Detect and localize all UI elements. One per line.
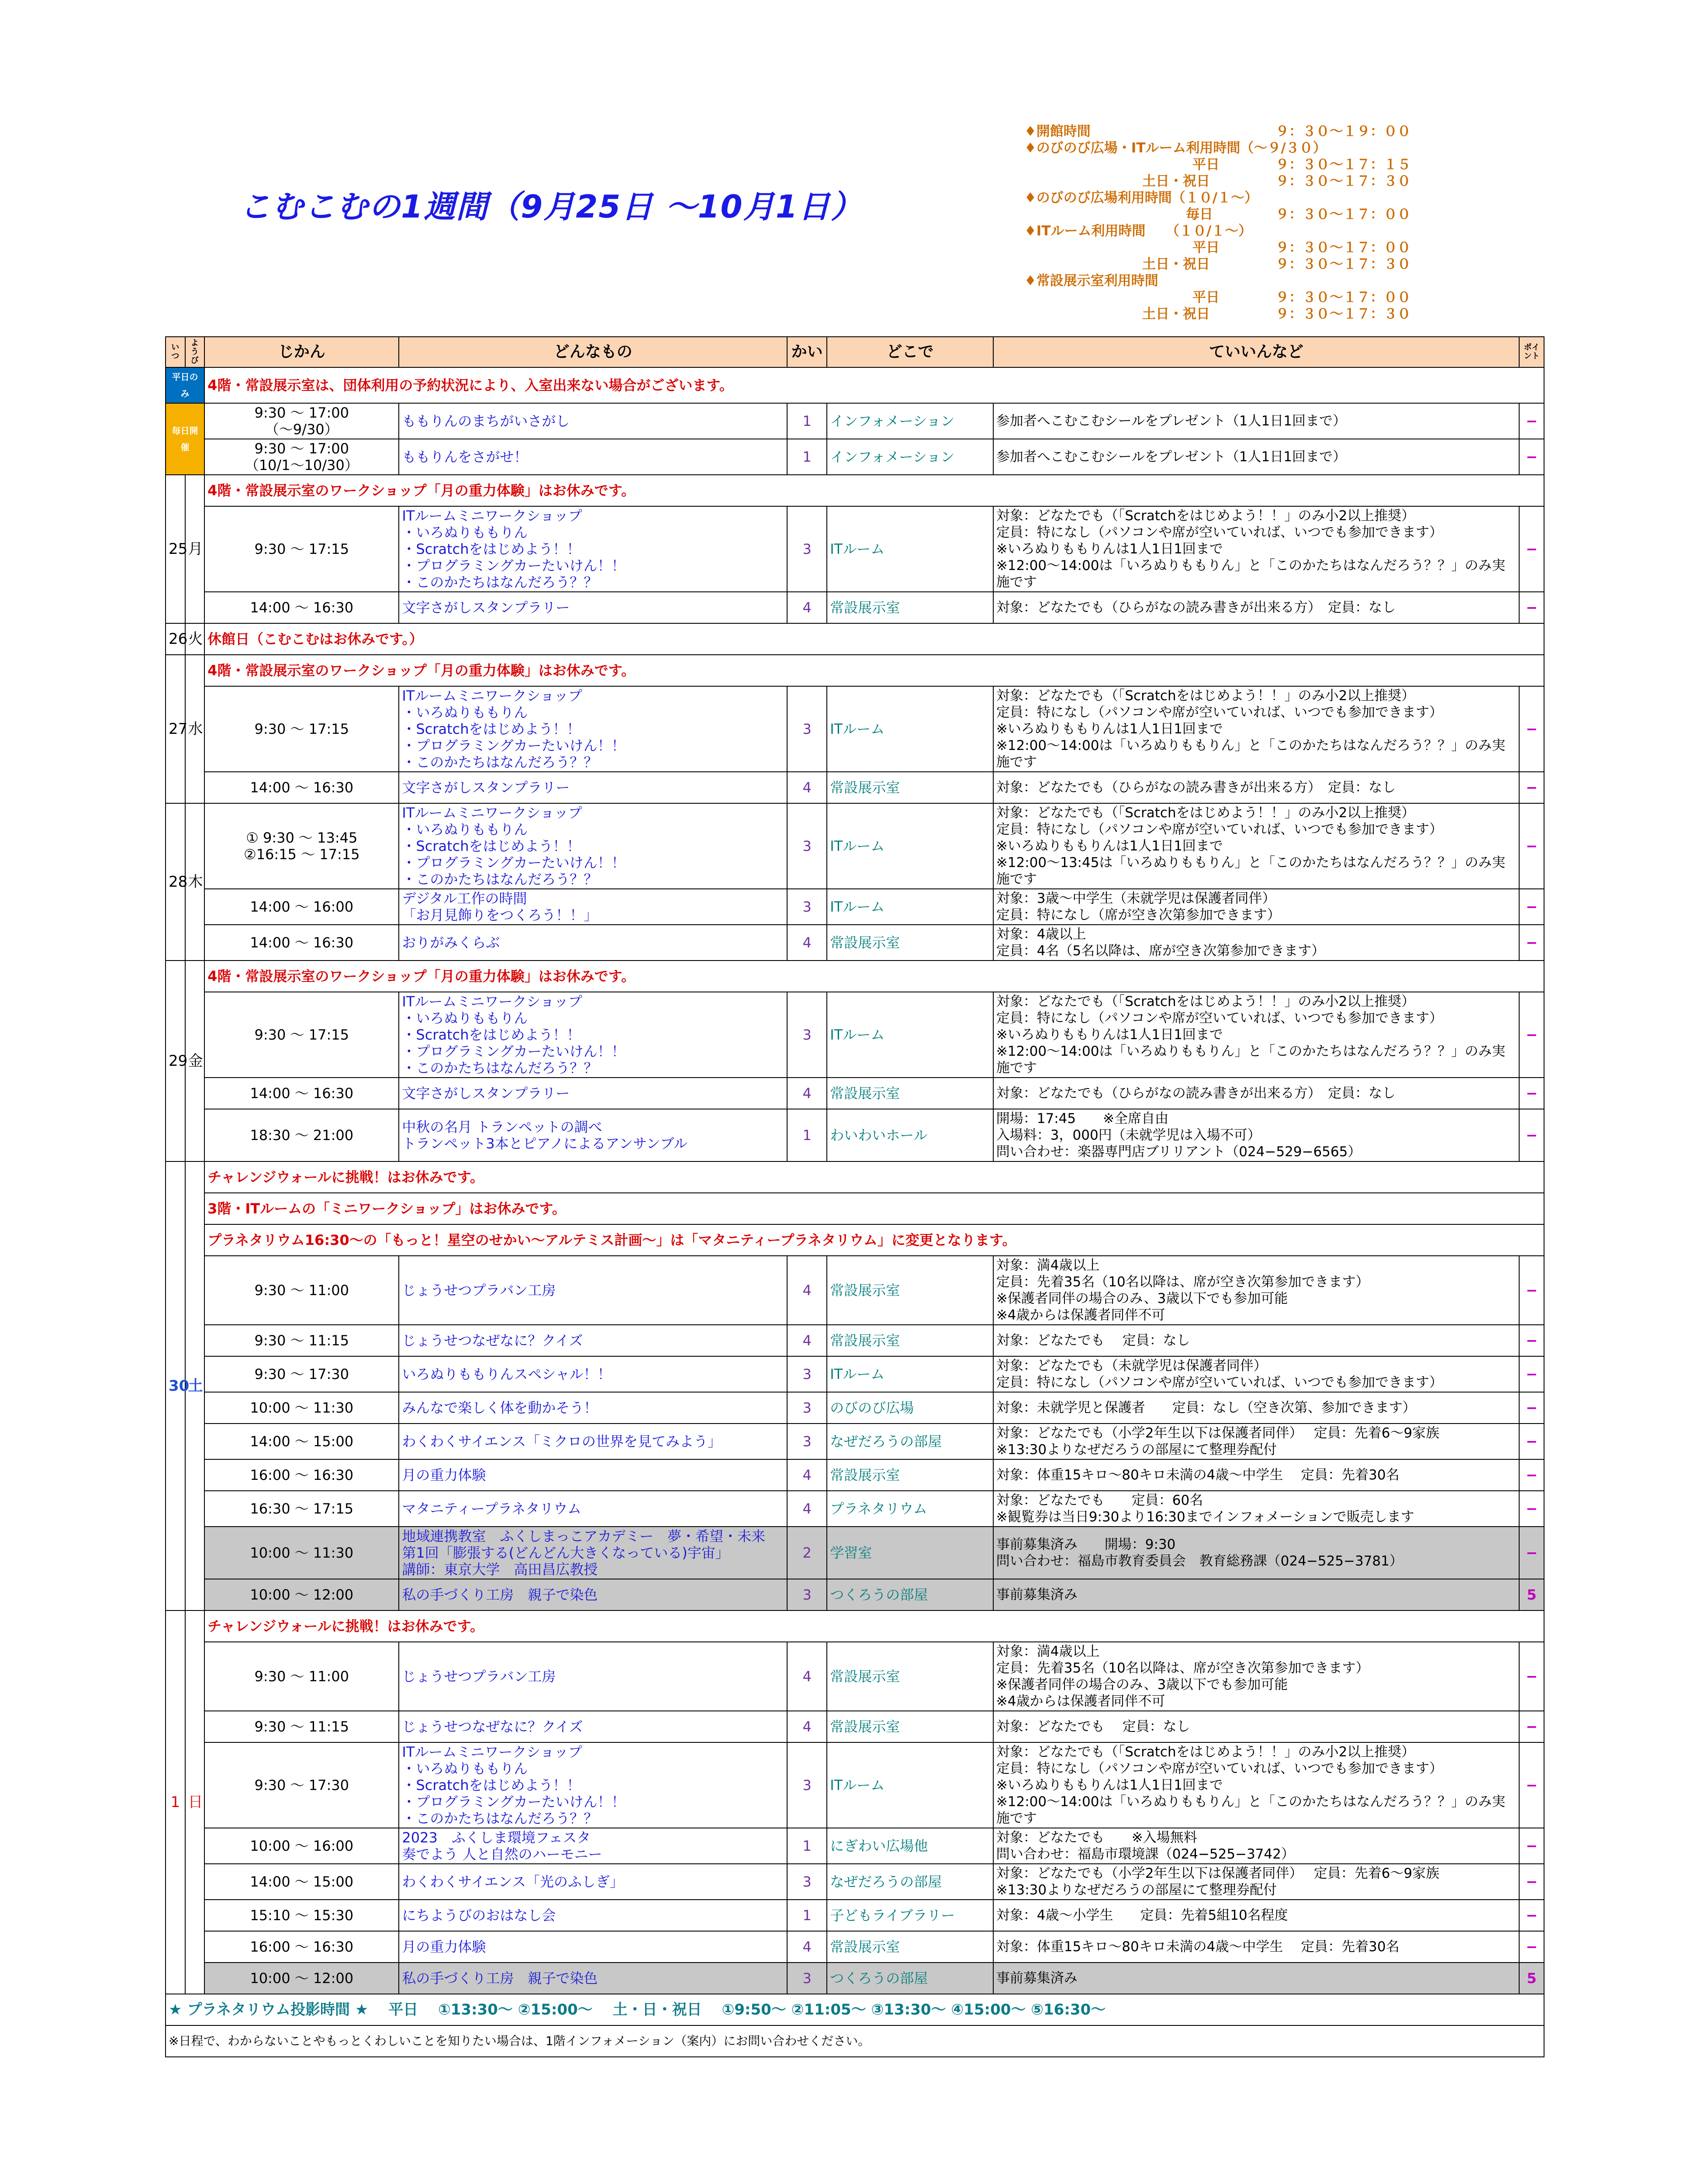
event-time: 10:00 〜 12:00	[204, 1579, 399, 1610]
event-place: 常設展示室	[827, 925, 993, 961]
event-time: 10:00 〜 12:00	[204, 1963, 399, 1994]
notice-text: 休館日（こむこむはお休みです。）	[204, 623, 1544, 655]
day-date: 28	[166, 803, 185, 961]
event-time: 15:10 〜 15:30	[204, 1900, 399, 1931]
day-weekday: 火	[185, 623, 205, 655]
event-info: 対象：どなたでも（ひらがなの読み書きが出来る方） 定員：なし	[993, 592, 1520, 623]
event-time: 9:30 〜 11:00	[204, 1256, 399, 1325]
event-point: −	[1519, 1356, 1544, 1392]
event-point: −	[1519, 1742, 1544, 1828]
event-title: 文字さがしスタンプラリー	[399, 1078, 787, 1109]
event-info: 対象：未就学児と保護者 定員：なし（空き次第、参加できます）	[993, 1392, 1520, 1424]
event-floor: 4	[787, 1642, 827, 1711]
event-title: わくわくサイエンス「光のふしぎ」	[399, 1864, 787, 1900]
event-info: 事前募集済み	[993, 1963, 1520, 1994]
table-row	[166, 1711, 1544, 1742]
event-info: 参加者へこむこむシールをプレゼント（1人1日1回まで）	[993, 403, 1520, 439]
event-floor: 3	[787, 1864, 827, 1900]
event-point: −	[1519, 686, 1544, 772]
event-info: 対象：満4歳以上 定員：先着35名（10名以降は、席が空き次第参加できます） ※保護者同伴の場合のみ、3歳以下でも参加可能 ※4歳からは保護者同伴不可	[993, 1256, 1520, 1325]
event-floor: 3	[787, 1424, 827, 1459]
event-place: ITルーム	[827, 992, 993, 1078]
table-row	[166, 1424, 1544, 1459]
table-row	[166, 1109, 1544, 1161]
event-time: 14:00 〜 16:30	[204, 1078, 399, 1109]
event-point: −	[1519, 1392, 1544, 1424]
event-title: ITルームミニワークショップ ・いろぬりももりん ・Scratchをはじめよう！！ ・プログラミングカーたいけん！！ ・このかたちはなんだろう？？	[399, 992, 787, 1078]
event-place: インフォメーション	[827, 439, 993, 475]
event-point: −	[1519, 1325, 1544, 1356]
table-row	[166, 592, 1544, 623]
day-weekday: 月	[185, 475, 205, 623]
event-floor: 3	[787, 1742, 827, 1828]
event-time: 14:00 〜 16:00	[204, 889, 399, 925]
event-point: −	[1519, 1078, 1544, 1109]
event-floor: 3	[787, 992, 827, 1078]
event-place: ITルーム	[827, 686, 993, 772]
event-title: じょうせつなぜなに？クイズ	[399, 1711, 787, 1742]
event-title: 2023 ふくしま環境フェスタ 奏でよう 人と自然のハーモニー	[399, 1828, 787, 1864]
event-point: −	[1519, 1109, 1544, 1161]
opening-hours	[1024, 123, 1461, 322]
event-point: −	[1519, 1900, 1544, 1931]
event-info: 対象：どなたでも（未就学児は保護者同伴） 定員：特になし（パソコンや席が空いていれば、いつでも参加できます）	[993, 1356, 1520, 1392]
footer-row	[166, 2025, 1544, 2057]
event-title: ITルームミニワークショップ ・いろぬりももりん ・Scratchをはじめよう！！ ・プログラミングカーたいけん！！ ・このかたちはなんだろう？？	[399, 506, 787, 592]
event-info: 対象：どなたでも（小学2年生以下は保護者同伴） 定員：先着6〜9家族 ※13:30よりなぜだろうの部屋にて整理券配付	[993, 1424, 1520, 1459]
event-point: −	[1519, 1491, 1544, 1527]
notice-text: 4階・常設展示室のワークショップ「月の重力体験」はお休みです。	[204, 475, 1544, 506]
event-floor: 4	[787, 1256, 827, 1325]
event-point: −	[1519, 439, 1544, 475]
event-time: 14:00 〜 16:30	[204, 772, 399, 803]
hours-line	[1024, 273, 1461, 289]
hours-label: ♦開館時間	[1024, 124, 1091, 139]
table-row	[166, 1491, 1544, 1527]
table-row	[166, 1828, 1544, 1864]
hours-value: ９：３０〜１７：００	[1275, 290, 1411, 305]
hours-label: ♦ITルーム利用時間 （１０/１〜）	[1024, 223, 1252, 239]
event-time: 16:30 〜 17:15	[204, 1491, 399, 1527]
header-youbi: ようび	[185, 337, 205, 367]
event-info: 対象：3歳〜中学生（未就学児は保護者同伴） 定員：特になし（席が空き次第参加できます）	[993, 889, 1520, 925]
event-point: −	[1519, 803, 1544, 889]
notice-row	[166, 1224, 1544, 1256]
event-title: 月の重力体験	[399, 1459, 787, 1491]
event-time: 16:00 〜 16:30	[204, 1459, 399, 1491]
notice-text: チャレンジウォールに挑戦！はお休みです。	[204, 1161, 1544, 1193]
header-jikan: じかん	[204, 337, 399, 367]
day-date: 30	[166, 1161, 185, 1610]
event-place: なぜだろうの部屋	[827, 1864, 993, 1900]
event-place: ITルーム	[827, 506, 993, 592]
event-info: 対象：どなたでも 定員：なし	[993, 1711, 1520, 1742]
hours-line	[1024, 289, 1461, 306]
event-info: 対象：体重15キロ〜80キロ未満の4歳〜中学生 定員：先着30名	[993, 1459, 1520, 1491]
event-place: インフォメーション	[827, 403, 993, 439]
table-row	[166, 439, 1544, 475]
event-place: 常設展示室	[827, 1256, 993, 1325]
event-time: 14:00 〜 16:30	[204, 592, 399, 623]
event-time: 9:30 〜 17:00 （〜9/30）	[204, 403, 399, 439]
event-time: 9:30 〜 17:30	[204, 1356, 399, 1392]
event-place: ITルーム	[827, 803, 993, 889]
event-info: 対象：4歳以上 定員：4名（5名以降は、席が空き次第参加できます）	[993, 925, 1520, 961]
event-place: ITルーム	[827, 889, 993, 925]
event-floor: 4	[787, 1931, 827, 1963]
notice-row	[166, 961, 1544, 992]
hours-value: ９：３０〜１７：００	[1275, 240, 1411, 256]
event-point: −	[1519, 592, 1544, 623]
table-row	[166, 1900, 1544, 1931]
event-time: 9:30 〜 11:15	[204, 1325, 399, 1356]
event-place: にぎわい広場他	[827, 1828, 993, 1864]
table-row	[166, 925, 1544, 961]
hours-value: ９：３０〜１７：１５	[1275, 157, 1411, 173]
table-row	[166, 1527, 1544, 1579]
day-weekday: 金	[185, 961, 205, 1161]
notice-row	[166, 623, 1544, 655]
event-floor: 1	[787, 439, 827, 475]
daily-label: 毎日開催	[166, 403, 204, 475]
event-floor: 4	[787, 1078, 827, 1109]
table-row	[166, 1579, 1544, 1610]
event-floor: 4	[787, 1491, 827, 1527]
hours-label: ♦のびのび広場・ITルーム利用時間（〜９/３０）	[1024, 140, 1327, 156]
event-floor: 3	[787, 1579, 827, 1610]
event-info: 対象：どなたでも 定員：なし	[993, 1325, 1520, 1356]
event-point: −	[1519, 1828, 1544, 1864]
event-title: じょうせつプラバン工房	[399, 1642, 787, 1711]
footer-note: ※日程で、わからないことやもっとくわしいことを知りたい場合は、1階インフォメーション（案内）にお問い合わせください。	[166, 2025, 1544, 2057]
event-place: 学習室	[827, 1527, 993, 1579]
day-date: 26	[166, 623, 185, 655]
event-floor: 3	[787, 506, 827, 592]
hours-line	[1024, 123, 1461, 140]
event-floor: 3	[787, 803, 827, 889]
event-info: 対象：満4歳以上 定員：先着35名（10名以降は、席が空き次第参加できます） ※保護者同伴の場合のみ、3歳以下でも参加可能 ※4歳からは保護者同伴不可	[993, 1642, 1520, 1711]
event-floor: 3	[787, 889, 827, 925]
event-floor: 4	[787, 1711, 827, 1742]
hours-line	[1024, 190, 1461, 206]
notice-text: プラネタリウム16:30〜の「もっと！星空のせかい〜アルテミス計画〜」は「マタニティープラネタリウム」に変更となります。	[204, 1224, 1544, 1256]
event-time: 9:30 〜 17:00 （10/1〜10/30）	[204, 439, 399, 475]
hours-label: ♦のびのび広場利用時間（１０/１〜）	[1024, 190, 1258, 206]
event-title: いろぬりももりんスペシャル！！	[399, 1356, 787, 1392]
header-point: ポイント	[1519, 337, 1544, 367]
event-time: 18:30 〜 21:00	[204, 1109, 399, 1161]
planetarium-times: ★ プラネタリウム投影時間 ★ 平日 ①13:30〜 ②15:00〜 土・日・祝日 ①9:50〜 ②11:05〜 ③13:30〜 ④15:00〜 ⑤16:30〜	[166, 1994, 1544, 2025]
day-weekday: 水	[185, 655, 205, 803]
header-teiin: ていいんなど	[993, 337, 1520, 367]
header-dokode: どこで	[827, 337, 993, 367]
day-date: 25	[166, 475, 185, 623]
event-point: 5	[1519, 1579, 1544, 1610]
event-title: ITルームミニワークショップ ・いろぬりももりん ・Scratchをはじめよう！！ ・プログラミングカーたいけん！！ ・このかたちはなんだろう？？	[399, 1742, 787, 1828]
event-place: わいわいホール	[827, 1109, 993, 1161]
event-time: 14:00 〜 16:30	[204, 925, 399, 961]
event-point: −	[1519, 772, 1544, 803]
event-floor: 3	[787, 1356, 827, 1392]
event-floor: 4	[787, 925, 827, 961]
event-title: ももりんのまちがいさがし	[399, 403, 787, 439]
event-point: −	[1519, 1256, 1544, 1325]
header-donna: どんなもの	[399, 337, 787, 367]
notice-text: チャレンジウォールに挑戦！はお休みです。	[204, 1610, 1544, 1642]
event-info: 対象：どなたでも ※入場無料 問い合わせ：福島市環境課（024−525−3742）	[993, 1828, 1520, 1864]
notice-text: 4階・常設展示室は、団体利用の予約状況により、入室出来ない場合がございます。	[204, 367, 1544, 403]
event-place: ITルーム	[827, 1356, 993, 1392]
notice-text: 3階・ITルームの「ミニワークショップ」はお休みです。	[204, 1193, 1544, 1224]
table-row	[166, 889, 1544, 925]
event-info: 対象：体重15キロ〜80キロ未満の4歳〜中学生 定員：先着30名	[993, 1931, 1520, 1963]
event-time: 9:30 〜 17:15	[204, 506, 399, 592]
table-row	[166, 1642, 1544, 1711]
event-floor: 1	[787, 403, 827, 439]
table-row	[166, 506, 1544, 592]
event-title: ITルームミニワークショップ ・いろぬりももりん ・Scratchをはじめよう！！ ・プログラミングカーたいけん！！ ・このかたちはなんだろう？？	[399, 686, 787, 772]
notice-row	[166, 655, 1544, 686]
event-point: −	[1519, 1711, 1544, 1742]
event-title: わくわくサイエンス「ミクロの世界を見てみよう」	[399, 1424, 787, 1459]
event-time: ① 9:30 〜 13:45 ②16:15 〜 17:15	[204, 803, 399, 889]
hours-line	[1024, 256, 1461, 273]
table-header	[166, 337, 1544, 367]
event-point: 5	[1519, 1963, 1544, 1994]
event-point: −	[1519, 1864, 1544, 1900]
weekday-notice-row	[166, 367, 1544, 403]
event-place: プラネタリウム	[827, 1491, 993, 1527]
event-info: 対象：どなたでも（「Scratchをはじめよう！！」のみ小2以上推奨） 定員：特になし（パソコンや席が空いていれば、いつでも参加できます） ※いろぬりももりんは1人1日1回まで ※12:00〜13:45は「いろぬりももりん」と「このかたちはなんだろう？？」のみ実施です	[993, 803, 1520, 889]
event-info: 対象：どなたでも（ひらがなの読み書きが出来る方） 定員：なし	[993, 1078, 1520, 1109]
table-row	[166, 1742, 1544, 1828]
event-time: 16:00 〜 16:30	[204, 1931, 399, 1963]
table-row	[166, 772, 1544, 803]
hours-line	[1024, 156, 1461, 173]
event-place: ITルーム	[827, 1742, 993, 1828]
event-time: 9:30 〜 11:15	[204, 1711, 399, 1742]
event-title: じょうせつプラバン工房	[399, 1256, 787, 1325]
table-row	[166, 1459, 1544, 1491]
event-floor: 4	[787, 772, 827, 803]
notice-row	[166, 1610, 1544, 1642]
notice-text: 4階・常設展示室のワークショップ「月の重力体験」はお休みです。	[204, 655, 1544, 686]
hours-value: ９：３０〜１９：００	[1275, 124, 1411, 139]
event-point: −	[1519, 403, 1544, 439]
event-title: ももりんをさがせ！	[399, 439, 787, 475]
event-time: 10:00 〜 11:30	[204, 1392, 399, 1424]
event-title: デジタル工作の時間 「お月見飾りをつくろう！！」	[399, 889, 787, 925]
event-place: なぜだろうの部屋	[827, 1424, 993, 1459]
table-row	[166, 1864, 1544, 1900]
event-info: 対象：どなたでも（「Scratchをはじめよう！！」のみ小2以上推奨） 定員：特になし（パソコンや席が空いていれば、いつでも参加できます） ※いろぬりももりんは1人1日1回まで ※12:00〜14:00は「いろぬりももりん」と「このかたちはなんだろう？？」のみ実施です	[993, 1742, 1520, 1828]
event-floor: 1	[787, 1900, 827, 1931]
table-row	[166, 803, 1544, 889]
event-floor: 4	[787, 1459, 827, 1491]
table-row	[166, 403, 1544, 439]
event-place: 常設展示室	[827, 1642, 993, 1711]
hours-label: 土日・祝日	[1142, 173, 1210, 189]
event-info: 事前募集済み 開場：9:30 問い合わせ：福島市教育委員会 教育総務課（024−525−3781）	[993, 1527, 1520, 1579]
table-row	[166, 1963, 1544, 1994]
hours-label: 平日	[1192, 290, 1220, 305]
event-title: 私の手づくり工房 親子で染色	[399, 1963, 787, 1994]
event-place: 常設展示室	[827, 592, 993, 623]
event-floor: 4	[787, 1325, 827, 1356]
event-time: 14:00 〜 15:00	[204, 1864, 399, 1900]
event-title: 私の手づくり工房 親子で染色	[399, 1579, 787, 1610]
planetarium-row	[166, 1994, 1544, 2025]
event-time: 10:00 〜 16:00	[204, 1828, 399, 1864]
event-floor: 3	[787, 1963, 827, 1994]
event-title: 文字さがしスタンプラリー	[399, 772, 787, 803]
day-date: 29	[166, 961, 185, 1161]
notice-text: 4階・常設展示室のワークショップ「月の重力体験」はお休みです。	[204, 961, 1544, 992]
event-floor: 2	[787, 1527, 827, 1579]
event-info: 対象：どなたでも（「Scratchをはじめよう！！」のみ小2以上推奨） 定員：特になし（パソコンや席が空いていれば、いつでも参加できます） ※いろぬりももりんは1人1日1回まで ※12:00〜14:00は「いろぬりももりん」と「このかたちはなんだろう？？」のみ実施です	[993, 992, 1520, 1078]
hours-line	[1024, 206, 1461, 223]
event-time: 9:30 〜 11:00	[204, 1642, 399, 1711]
event-info: 開場：17:45 ※全席自由 入場料：3，000円（未就学児は入場不可） 問い合わせ：楽器専門店ブリリアント（024−529−6565）	[993, 1109, 1520, 1161]
hours-line	[1024, 306, 1461, 322]
event-title: 地域連携教室 ふくしまっこアカデミー 夢・希望・未来 第1回「膨張する(どんどん大きくなっている)宇宙」 講師：東京大学 高田昌広教授	[399, 1527, 787, 1579]
event-info: 事前募集済み	[993, 1579, 1520, 1610]
table-row	[166, 1392, 1544, 1424]
event-title: 中秋の名月 トランペットの調べ トランペット3本とピアノによるアンサンブル	[399, 1109, 787, 1161]
hours-label: 平日	[1192, 157, 1220, 173]
table-row	[166, 992, 1544, 1078]
event-floor: 1	[787, 1109, 827, 1161]
event-title: みんなで楽しく体を動かそう！	[399, 1392, 787, 1424]
event-point: −	[1519, 1459, 1544, 1491]
hours-label: 土日・祝日	[1142, 306, 1210, 322]
event-title: マタニティープラネタリウム	[399, 1491, 787, 1527]
table-row	[166, 1356, 1544, 1392]
event-title: じょうせつなぜなに？クイズ	[399, 1325, 787, 1356]
hours-value: ９：３０〜１７：３０	[1275, 256, 1411, 272]
hours-value: ９：３０〜１７：００	[1275, 207, 1411, 222]
event-place: 常設展示室	[827, 1325, 993, 1356]
day-date: 27	[166, 655, 185, 803]
event-point: −	[1519, 1424, 1544, 1459]
hours-label: 平日	[1192, 240, 1220, 256]
event-title: 月の重力体験	[399, 1931, 787, 1963]
event-floor: 3	[787, 686, 827, 772]
event-point: −	[1519, 1931, 1544, 1963]
hours-value: ９：３０〜１７：３０	[1275, 173, 1411, 189]
event-time: 9:30 〜 17:15	[204, 992, 399, 1078]
weekday-only-label: 平日のみ	[166, 367, 204, 403]
event-place: 常設展示室	[827, 1078, 993, 1109]
hours-value: ９：３０〜１７：３０	[1275, 306, 1411, 322]
event-place: つくろうの部屋	[827, 1579, 993, 1610]
hours-line	[1024, 140, 1461, 156]
event-info: 対象：どなたでも（「Scratchをはじめよう！！」のみ小2以上推奨） 定員：特になし（パソコンや席が空いていれば、いつでも参加できます） ※いろぬりももりんは1人1日1回まで ※12:00〜14:00は「いろぬりももりん」と「このかたちはなんだろう？？」のみ実施です	[993, 686, 1520, 772]
schedule-table	[165, 336, 1544, 2057]
event-info: 対象：どなたでも 定員：60名 ※観覧券は当日9:30より16:30までインフォメーションで販売します	[993, 1491, 1520, 1527]
event-point: −	[1519, 1527, 1544, 1579]
table-row	[166, 686, 1544, 772]
table-row	[166, 1325, 1544, 1356]
notice-row	[166, 1161, 1544, 1193]
event-title: 文字さがしスタンプラリー	[399, 592, 787, 623]
hours-label: 土日・祝日	[1142, 256, 1210, 272]
event-point: −	[1519, 506, 1544, 592]
table-row	[166, 1256, 1544, 1325]
event-point: −	[1519, 1642, 1544, 1711]
event-place: 子どもライブラリー	[827, 1900, 993, 1931]
event-place: 常設展示室	[827, 772, 993, 803]
event-info: 対象：どなたでも（「Scratchをはじめよう！！」のみ小2以上推奨） 定員：特になし（パソコンや席が空いていれば、いつでも参加できます） ※いろぬりももりんは1人1日1回まで ※12:00〜14:00は「いろぬりももりん」と「このかたちはなんだろう？？」のみ実施です	[993, 506, 1520, 592]
event-info: 対象：どなたでも（小学2年生以下は保護者同伴） 定員：先着6〜9家族 ※13:30よりなぜだろうの部屋にて整理券配付	[993, 1864, 1520, 1900]
event-point: −	[1519, 889, 1544, 925]
hours-line	[1024, 239, 1461, 256]
day-weekday: 日	[185, 1610, 205, 1994]
event-title: にちようびのおはなし会	[399, 1900, 787, 1931]
event-floor: 4	[787, 592, 827, 623]
event-time: 10:00 〜 11:30	[204, 1527, 399, 1579]
page-title: こむこむの1週間（9月25日 〜10月1日）	[239, 188, 863, 225]
header-itsu: いつ	[166, 337, 185, 367]
event-place: 常設展示室	[827, 1931, 993, 1963]
event-place: 常設展示室	[827, 1459, 993, 1491]
hours-line	[1024, 173, 1461, 190]
event-time: 9:30 〜 17:15	[204, 686, 399, 772]
notice-row	[166, 1193, 1544, 1224]
event-info: 参加者へこむこむシールをプレゼント（1人1日1回まで）	[993, 439, 1520, 475]
event-title: おりがみくらぶ	[399, 925, 787, 961]
event-floor: 3	[787, 1392, 827, 1424]
table-row	[166, 1931, 1544, 1963]
event-time: 9:30 〜 17:30	[204, 1742, 399, 1828]
event-time: 14:00 〜 15:00	[204, 1424, 399, 1459]
hours-line	[1024, 223, 1461, 239]
event-place: 常設展示室	[827, 1711, 993, 1742]
day-date: 1	[166, 1610, 185, 1994]
hours-label: 毎日	[1186, 207, 1213, 222]
event-point: −	[1519, 992, 1544, 1078]
event-place: つくろうの部屋	[827, 1963, 993, 1994]
event-floor: 1	[787, 1828, 827, 1864]
event-info: 対象：どなたでも（ひらがなの読み書きが出来る方） 定員：なし	[993, 772, 1520, 803]
event-title: ITルームミニワークショップ ・いろぬりももりん ・Scratchをはじめよう！！ ・プログラミングカーたいけん！！ ・このかたちはなんだろう？？	[399, 803, 787, 889]
hours-label: ♦常設展示室利用時間	[1024, 273, 1158, 289]
day-weekday: 木	[185, 803, 205, 961]
event-place: のびのび広場	[827, 1392, 993, 1424]
table-row	[166, 1078, 1544, 1109]
notice-row	[166, 475, 1544, 506]
day-weekday: 土	[185, 1161, 205, 1610]
header-kai: かい	[787, 337, 827, 367]
event-info: 対象：4歳〜小学生 定員：先着5組10名程度	[993, 1900, 1520, 1931]
event-point: −	[1519, 925, 1544, 961]
